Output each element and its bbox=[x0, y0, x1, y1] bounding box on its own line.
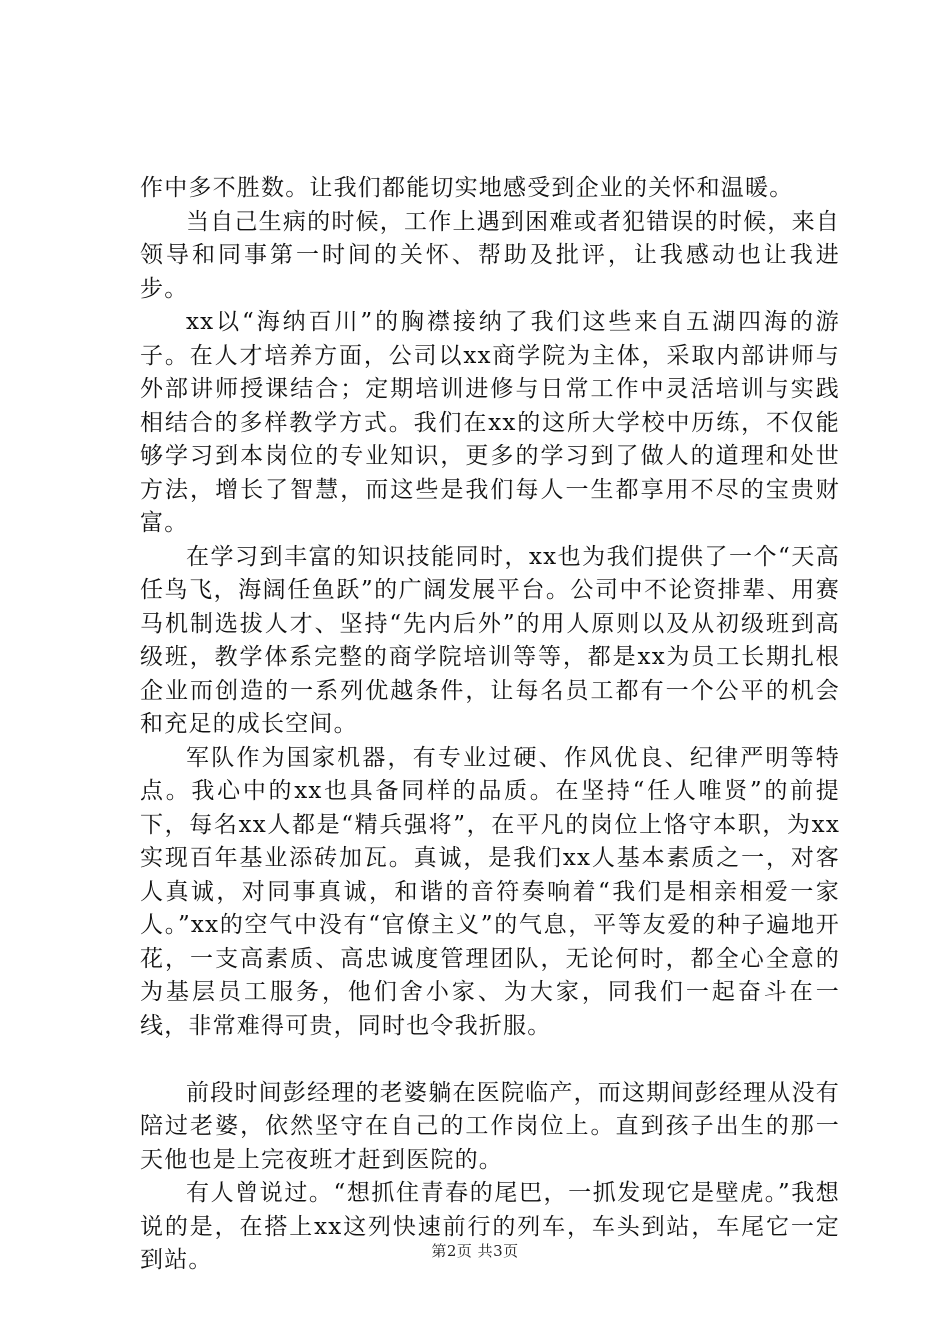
page-footer: 第2页 共3页 bbox=[431, 1242, 519, 1260]
paragraph-development-platform: 在学习到丰富的知识技能同时，xx也为我们提供了一个“天高任鸟飞，海阔任鱼跃”的广阔发展平台。公司中不论资排辈、用赛马机制选拔人才、坚持“先内后外”的用人原则以及从初级班到高级班，教学体系完整的商学院培训等等，都是xx为员工长期扎根企业而创造的一系列优越条件，让每名员工都有一个公平的机会和充足的成长空间。 bbox=[140, 543, 840, 737]
paragraph-military-quality: 军队作为国家机器，有专业过硬、作风优良、纪律严明等特点。我心中的xx也具备同样的品质。在坚持“任人唯贤”的前提下，每名xx人都是“精兵强将”，在平凡的岗位上恪守本职，为xx实现百年基业添砖加瓦。真诚，是我们xx人基本素质之一，对客人真诚，对同事真诚，和谐的音符奏响着“我们是相亲相爱一家人。”xx的空气中没有“官僚主义”的气息，平等友爱的种子遍地开花，一支高素质、高忠诚度管理团队，无论何时，都全心全意的为基层员工服务，他们舍小家、为大家，同我们一起奋斗在一线，非常难得可贵，同时也令我折服。 bbox=[140, 744, 840, 1039]
paragraph-spacer bbox=[140, 1043, 840, 1077]
paragraph-illness-care: 当自己生病的时候，工作上遇到困难或者犯错误的时候，来自领导和同事第一时间的关怀、帮助及批评，让我感动也让我进步。 bbox=[140, 208, 840, 302]
paragraph-closing: 有人曾说过。“想抓住青春的尾巴，一抓发现它是壁虎。”我想说的是，在搭上xx这列快速前行的列车，车头到站，车尾它一定到站。 bbox=[140, 1180, 840, 1273]
paragraph-manager-story: 前段时间彭经理的老婆躺在医院临产，而这期间彭经理从没有陪过老婆，依然坚守在自己的工作岗位上。直到孩子出生的那一天他也是上完夜班才赶到医院的。 bbox=[140, 1079, 840, 1173]
paragraph-continuation: 作中多不胜数。让我们都能切实地感受到企业的关怀和温暖。 bbox=[140, 175, 794, 201]
paragraph-talent-training: xx以“海纳百川”的胸襟接纳了我们这些来自五湖四海的游子。在人才培养方面，公司以xx商学院为主体，采取内部讲师与外部讲师授课结合；定期培训进修与日常工作中灵活培训与实践相结合的多样教学方式。我们在xx的这所大学校中历练，不仅能够学习到本岗位的专业知识，更多的学习到了做人的道理和处世方法，增长了智慧，而这些是我们每人一生都享用不尽的宝贵财富。 bbox=[140, 309, 840, 536]
document-body bbox=[140, 172, 840, 1278]
